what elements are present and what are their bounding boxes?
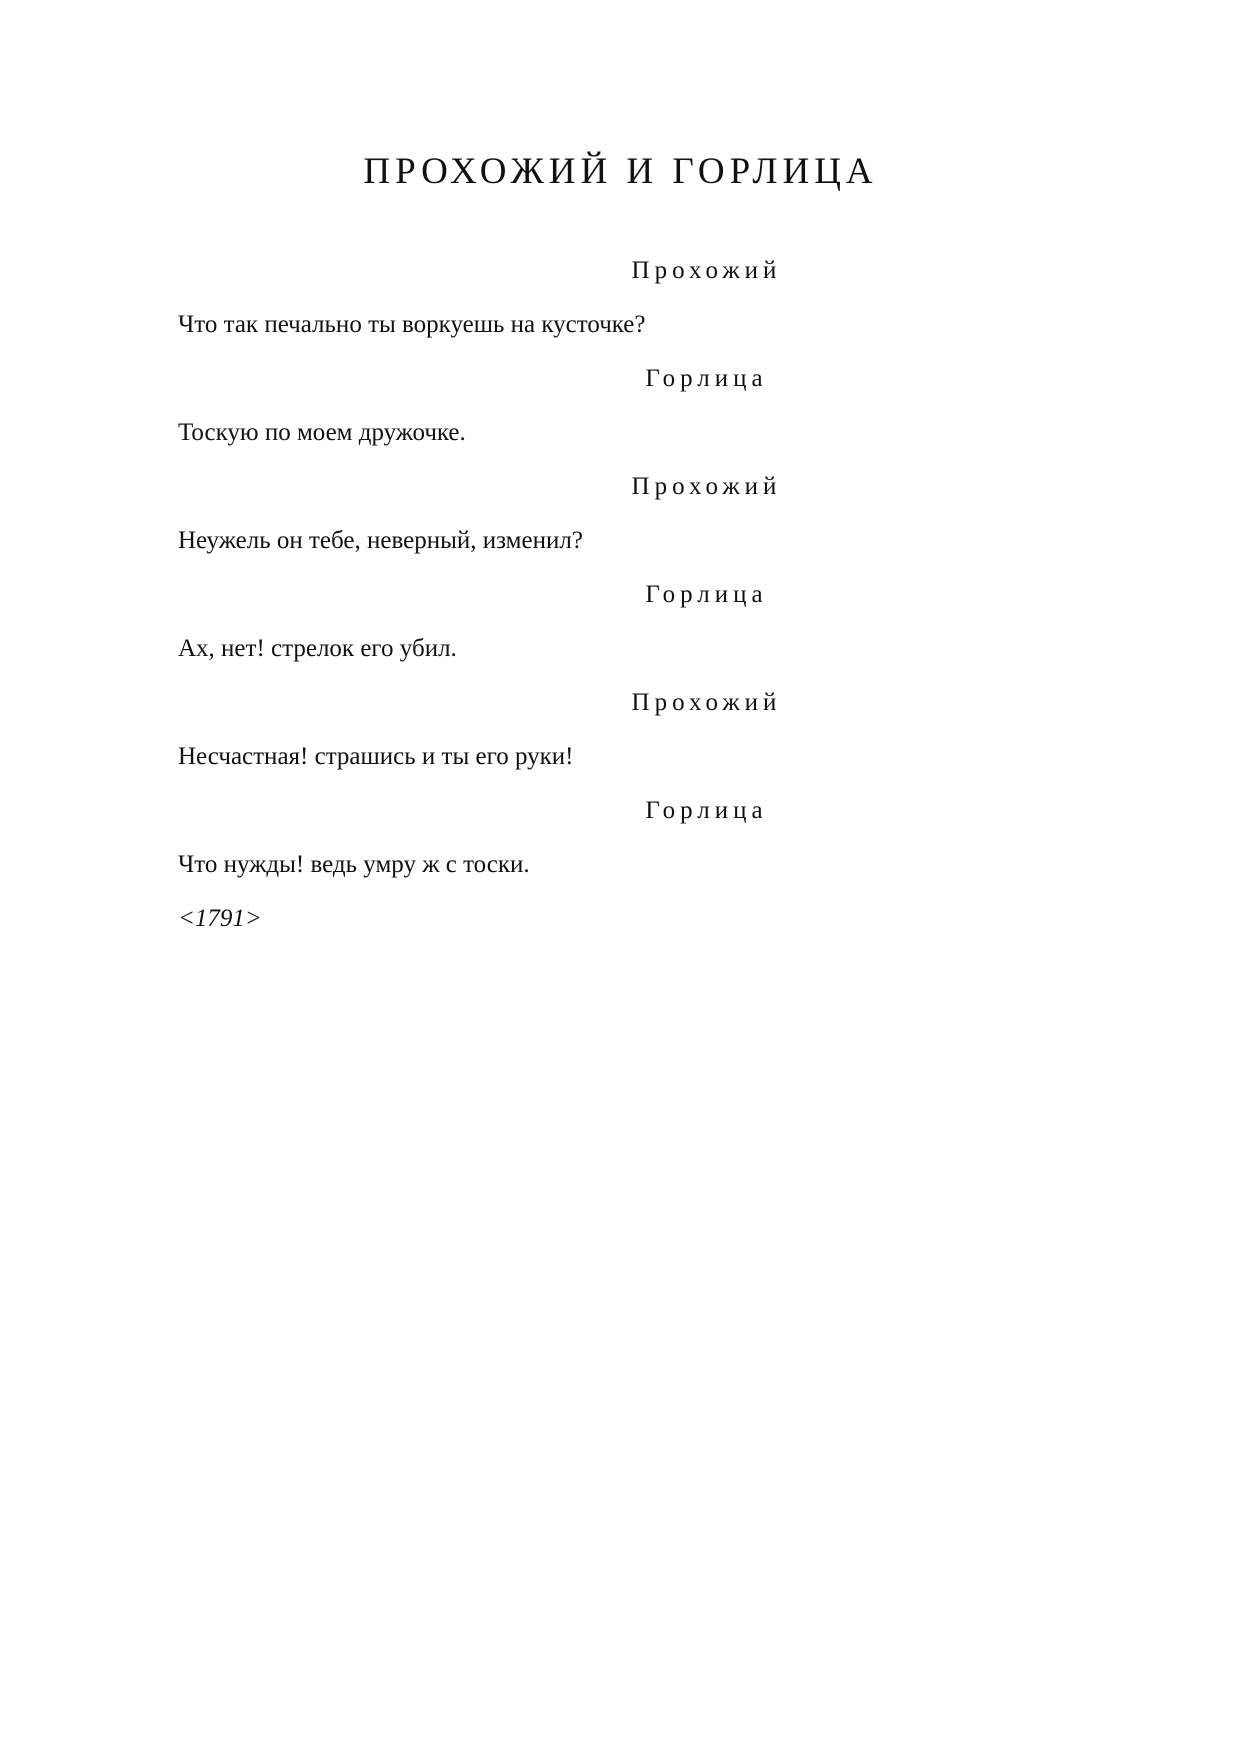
poem-line: Несчастная! страшись и ты его руки! <box>178 743 574 770</box>
poem-title: ПРОХОЖИЙ И ГОРЛИЦА <box>363 151 878 192</box>
poem-line: Ах, нет! стрелок его убил. <box>178 635 457 662</box>
speaker-name: Прохожий <box>631 257 782 284</box>
poem-line: Тоскую по моем дружочке. <box>178 419 466 446</box>
speaker-name: Горлица <box>645 797 768 824</box>
poem-date: <1791> <box>178 905 262 932</box>
speaker-name: Прохожий <box>631 473 782 500</box>
poem-line: Неужель он тебе, неверный, изменил? <box>178 527 583 554</box>
poem-line: Что так печально ты воркуешь на кусточке? <box>178 311 646 338</box>
speaker-name: Горлица <box>645 581 768 608</box>
poem-line: Что нужды! ведь умру ж с тоски. <box>178 851 530 878</box>
speaker-name: Прохожий <box>631 689 782 716</box>
speaker-name: Горлица <box>645 365 768 392</box>
poem-body <box>0 258 1241 932</box>
